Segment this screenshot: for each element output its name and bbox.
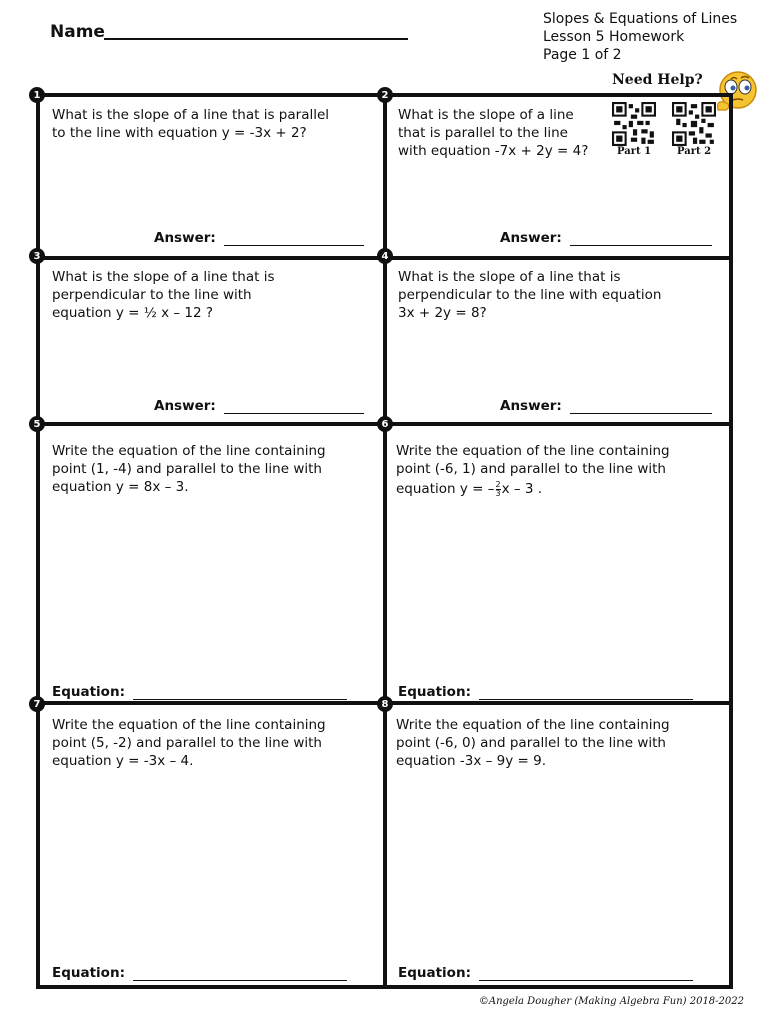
fraction-denominator: 3 <box>495 488 501 498</box>
problem-6-answer <box>398 684 693 700</box>
problem-5-text <box>52 442 326 496</box>
qr-code-icon <box>672 102 716 146</box>
question-line: with equation -7x + 2y = 4? <box>398 143 589 159</box>
copyright-footer: ©Angela Dougher (Making Algebra Fun) 2018-2022 <box>478 996 744 1007</box>
answer-label: Answer: <box>154 230 216 246</box>
fraction <box>496 481 501 498</box>
question-line: point (5, -2) and parallel to the line with <box>52 735 322 751</box>
answer-blank[interactable] <box>133 968 347 981</box>
question-line: What is the slope of a line that is <box>398 269 621 285</box>
problem-number-badge: 8 <box>377 696 393 712</box>
qr-code-icon <box>612 102 656 146</box>
problem-4-answer <box>500 398 712 414</box>
question-line: point (1, -4) and parallel to the line with <box>52 461 322 477</box>
grid-divider-vertical <box>383 93 387 989</box>
question-line: Write the equation of the line containing <box>396 443 670 459</box>
question-line: perpendicular to the line with equation <box>398 287 662 303</box>
problem-4-text <box>398 268 661 322</box>
problem-number-badge: 6 <box>377 416 393 432</box>
question-line: What is the slope of a line <box>398 107 574 123</box>
answer-blank[interactable] <box>224 401 364 414</box>
answer-label: Equation: <box>52 965 125 981</box>
answer-label: Equation: <box>52 684 125 700</box>
answer-blank[interactable] <box>570 233 712 246</box>
question-line: equation y = 8x – 3. <box>52 479 189 495</box>
problem-7-text <box>52 716 326 770</box>
question-line: perpendicular to the line with <box>52 287 252 303</box>
question-line <box>396 480 670 498</box>
answer-blank[interactable] <box>479 687 693 700</box>
problem-7-answer <box>52 965 347 981</box>
question-line: point (-6, 0) and parallel to the line with <box>396 735 666 751</box>
problem-8-answer <box>398 965 693 981</box>
problem-number-badge: 5 <box>29 416 45 432</box>
qr-label: Part 1 <box>616 146 652 157</box>
answer-blank[interactable] <box>570 401 712 414</box>
question-line: equation y = -3x – 4. <box>52 753 194 769</box>
problem-1-text <box>52 106 329 142</box>
question-line: point (-6, 1) and parallel to the line with <box>396 461 666 477</box>
name-line[interactable] <box>104 38 408 40</box>
problem-2-answer <box>500 230 712 246</box>
problem-3-text <box>52 268 275 322</box>
question-line: to the line with equation y = -3x + 2? <box>52 125 307 141</box>
problem-number-badge: 7 <box>29 696 45 712</box>
need-help-label: Need Help? <box>612 72 703 88</box>
problem-5-answer <box>52 684 347 700</box>
answer-label: Equation: <box>398 965 471 981</box>
answer-blank[interactable] <box>224 233 364 246</box>
page-line: Page 1 of 2 <box>543 47 622 63</box>
answer-label: Answer: <box>154 398 216 414</box>
problem-2-text <box>398 106 588 160</box>
worksheet-title <box>543 10 737 64</box>
problem-number-badge: 4 <box>377 248 393 264</box>
question-line: Write the equation of the line containing <box>52 717 326 733</box>
problem-3-answer <box>154 398 364 414</box>
equation-prefix: equation y = – <box>396 481 495 497</box>
answer-label: Answer: <box>500 230 562 246</box>
lesson-line: Lesson 5 Homework <box>543 29 685 45</box>
qr-part-1[interactable] <box>612 102 656 157</box>
question-line: Write the equation of the line containing <box>396 717 670 733</box>
answer-label: Answer: <box>500 398 562 414</box>
problem-number-badge: 1 <box>29 87 45 103</box>
answer-label: Equation: <box>398 684 471 700</box>
question-line: equation -3x – 9y = 9. <box>396 753 546 769</box>
problem-8-text <box>396 716 670 770</box>
question-line: What is the slope of a line that is parallel <box>52 107 330 123</box>
problem-number-badge: 3 <box>29 248 45 264</box>
question-line: that is parallel to the line <box>398 125 568 141</box>
problem-6-text <box>396 442 670 498</box>
question-line: What is the slope of a line that is <box>52 269 275 285</box>
problem-number-badge: 2 <box>377 87 393 103</box>
qr-label: Part 2 <box>676 146 712 157</box>
answer-blank[interactable] <box>133 687 347 700</box>
qr-part-2[interactable] <box>672 102 716 157</box>
problem-1-answer <box>154 230 364 246</box>
title-line: Slopes & Equations of Lines <box>543 11 738 27</box>
fraction-numerator: 2 <box>495 479 501 489</box>
question-line: 3x + 2y = 8? <box>398 305 487 321</box>
equation-suffix: x – 3 . <box>501 481 543 497</box>
question-line: Write the equation of the line containing <box>52 443 326 459</box>
question-line: equation y = ½ x – 12 ? <box>52 305 214 321</box>
name-label: Name <box>50 22 105 42</box>
answer-blank[interactable] <box>479 968 693 981</box>
